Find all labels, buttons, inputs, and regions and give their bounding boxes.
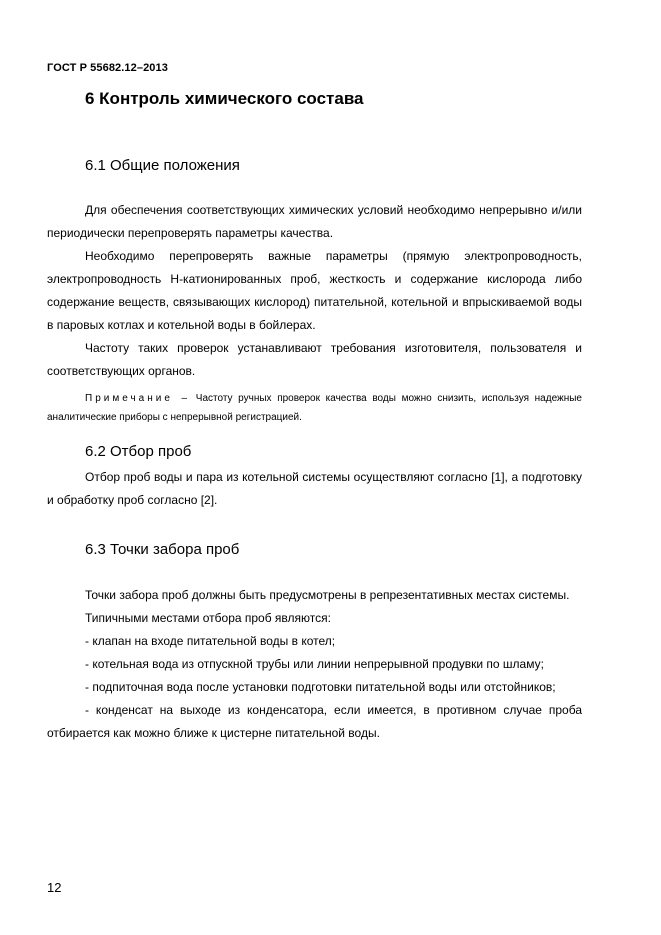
subsection-6-1-title: 6.1 Общие положения: [85, 157, 240, 174]
paragraph: Частоту таких проверок устанавливают требования изготовителя, пользователя и соответствующих органов.: [47, 341, 582, 378]
subsection-6-1-body: [47, 199, 582, 383]
subsection-6-2-title: 6.2 Отбор проб: [85, 443, 192, 460]
paragraph: Необходимо перепроверять важные параметры (прямую электропроводность, электропроводность Н-катионированных проб, жесткость и содержание кислорода либо содержание веществ, связывающих кислород) питательной, котельной и впрыскиваемой воды в паровых котлах и котельной воды в бойлерах.: [47, 249, 582, 332]
list-item: - клапан на входе питательной воды в котел;: [85, 634, 336, 648]
list-item: - конденсат на выходе из конденсатора, если имеется, в противном случае проба отбирается как можно ближе к цистерне питательной воды.: [47, 703, 582, 740]
subsection-6-3-body: [47, 584, 582, 745]
note-paragraph: [47, 389, 582, 427]
note-label: Примечание –: [85, 393, 191, 404]
note-block: [47, 389, 582, 427]
paragraph: Отбор проб воды и пара из котельной системы осуществляют согласно [1], а подготовку и обработку проб согласно [2].: [47, 470, 582, 507]
document-code: ГОСТ Р 55682.12–2013: [47, 62, 168, 74]
section-6-title: 6 Контроль химического состава: [85, 89, 364, 108]
list-item: - котельная вода из отпускной трубы или линии непрерывной продувки по шламу;: [85, 657, 544, 671]
paragraph: Для обеспечения соответствующих химических условий необходимо непрерывно и/или периодически перепроверять параметры качества.: [47, 203, 582, 240]
subsection-6-3-title: 6.3 Точки забора проб: [85, 541, 240, 558]
paragraph: Типичными местами отбора проб являются:: [85, 611, 331, 625]
list-item: - подпиточная вода после установки подготовки питательной воды или отстойников;: [85, 680, 556, 694]
note-text: Частоту ручных проверок качества воды можно снизить, используя надежные аналитические приборы с непрерывной регистрацией.: [47, 393, 582, 423]
page-number: 12: [47, 880, 62, 895]
paragraph: Точки забора проб должны быть предусмотрены в репрезентативных местах системы.: [85, 588, 570, 602]
sampling-points-list: [47, 630, 582, 745]
subsection-6-2-body: [47, 466, 582, 512]
